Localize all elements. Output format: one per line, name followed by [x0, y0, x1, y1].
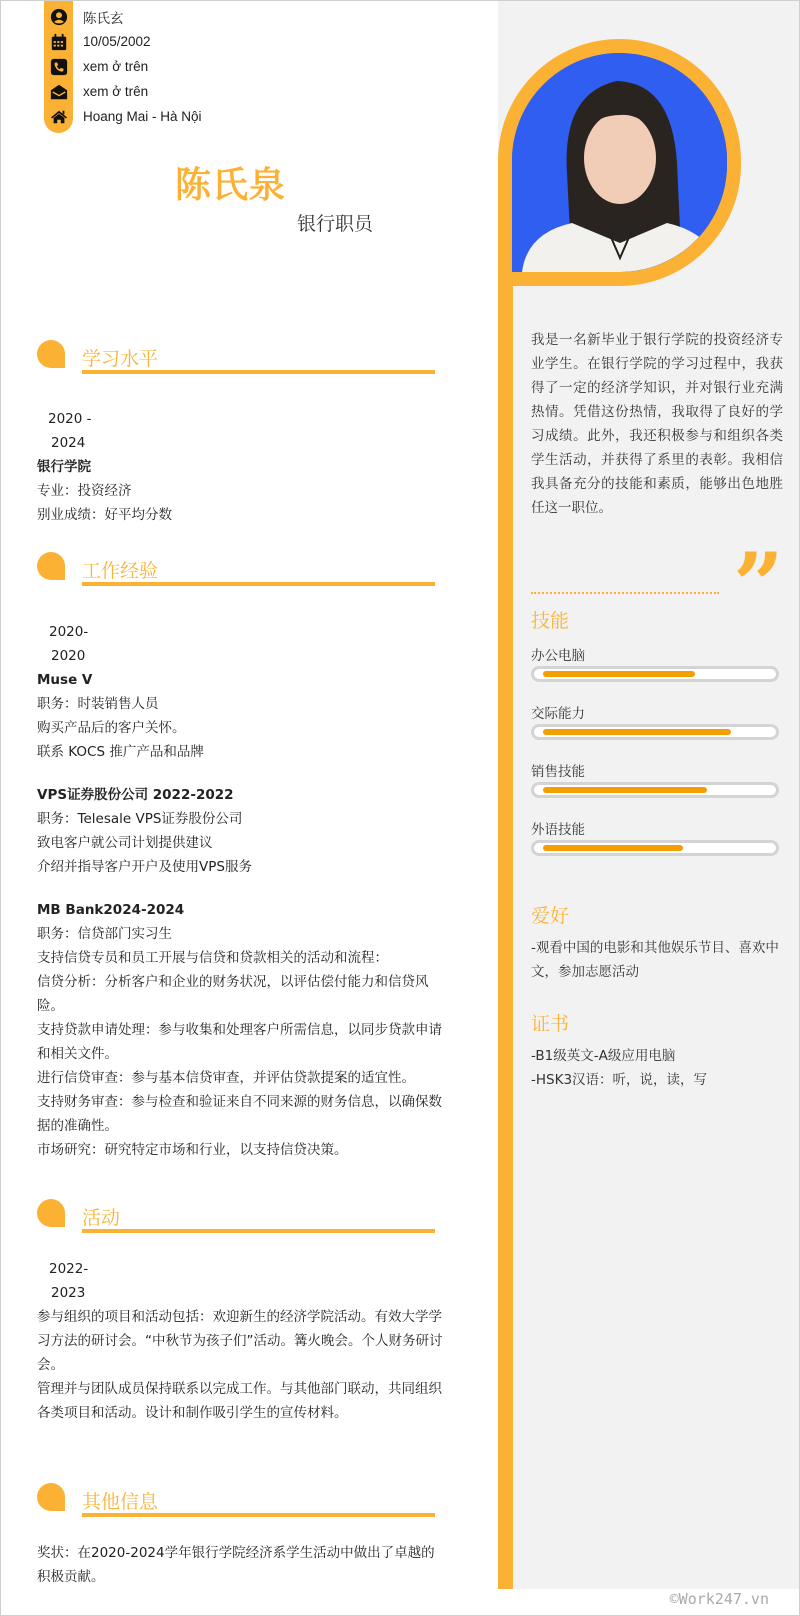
quote-divider [531, 592, 719, 594]
quote-mark-icon: ” [733, 533, 784, 637]
skill-item [531, 644, 779, 682]
section-bullet-icon [37, 552, 65, 580]
job-3-line: 进行信贷审查：参与基本信贷审查，并评估贷款提案的适宜性。 [37, 1070, 415, 1086]
contact-address: Hoang Mai - Hà Nội [83, 109, 202, 124]
skill-bar-fill [543, 671, 695, 677]
skill-bar [531, 840, 779, 856]
other-block [37, 1541, 447, 1589]
job-1-line: 购买产品后的客户关怀。 [37, 720, 186, 736]
accent-vertical-bar [498, 271, 513, 1589]
education-heading [37, 340, 435, 380]
education-grade: 别业成绩：好平均分数 [37, 507, 172, 523]
job-1-company: Muse V [37, 672, 93, 688]
contact-phone-row [49, 54, 202, 79]
activities-line: 参与组织的项目和活动包括：欢迎新生的经济学院活动。有效大学学习方法的研讨会。“中秋节为孩子们”活动。篝火晚会。个人财务研讨会。 [37, 1309, 443, 1373]
section-bullet-icon [37, 1199, 65, 1227]
section-bullet-icon [37, 340, 65, 368]
skill-label: 销售技能 [531, 764, 585, 780]
education-major: 专业：投资经济 [37, 483, 132, 499]
contact-email: xem ở trên [83, 84, 149, 99]
contact-birthday-row [49, 29, 202, 54]
activities-line: 管理并与团队成员保持联系以完成工作。与其他部门联动，共同组织各类项目和活动。设计和制作吸引学生的宣传材料。 [37, 1381, 442, 1421]
job-title: 银行职员 [297, 213, 374, 235]
education-school: 银行学院 [37, 459, 91, 475]
contact-name: 陈氏玄 [83, 10, 124, 26]
other-title: 其他信息 [82, 1491, 159, 1513]
education-date-end: 2024 [51, 435, 86, 451]
job-2-company: VPS证券股份公司 2022-2022 [37, 787, 234, 803]
contact-name-row [49, 4, 202, 29]
job-3-line: 市场研究：研究特定市场和行业，以支持信贷决策。 [37, 1142, 348, 1158]
job-2-line: 致电客户就公司计划提供建议 [37, 835, 213, 851]
skill-item [531, 702, 779, 740]
skill-label: 交际能力 [531, 706, 585, 722]
section-bullet-icon [37, 1483, 65, 1511]
experience-block [37, 620, 447, 1162]
section-underline [82, 1513, 435, 1517]
job-1-line: 职务：时装销售人员 [37, 696, 159, 712]
user-icon [49, 7, 69, 27]
calendar-icon [49, 32, 69, 52]
certificates-title: 证书 [531, 1013, 570, 1035]
activities-block [37, 1257, 447, 1425]
skill-label: 办公电脑 [531, 648, 585, 664]
section-underline [82, 1229, 435, 1233]
skill-item [531, 760, 779, 798]
skill-bar [531, 782, 779, 798]
certificates-list [531, 1044, 783, 1092]
job-3-line: 支持信贷专员和员工开展与信贷和贷款相关的活动和流程： [37, 950, 388, 966]
contact-list [49, 4, 202, 129]
contact-address-row [49, 104, 202, 129]
certificate-item: -HSK3汉语：听，说，读，写 [531, 1072, 708, 1088]
contact-phone: xem ở trên [83, 59, 149, 74]
home-icon [49, 107, 69, 127]
contact-birthday: 10/05/2002 [83, 34, 151, 49]
hobbies-title: 爱好 [531, 905, 570, 927]
activities-heading [37, 1199, 435, 1239]
job-1-date-end: 2020 [51, 648, 86, 664]
activities-title: 活动 [82, 1207, 121, 1229]
skill-bar [531, 666, 779, 682]
job-3-line: 支持贷款申请处理：参与收集和处理客户所需信息，以同步贷款申请和相关文件。 [37, 1022, 442, 1062]
education-date-start: 2020 - [48, 411, 92, 427]
certificate-item: -B1级英文-A级应用电脑 [531, 1048, 676, 1064]
activities-date-start: 2022- [49, 1261, 89, 1277]
skill-label: 外语技能 [531, 822, 585, 838]
section-underline [82, 582, 435, 586]
job-2-line: 职务：Telesale VPS证券股份公司 [37, 811, 243, 827]
job-1-line: 联系 KOCS 推广产品和品牌 [37, 744, 204, 760]
phone-icon [49, 57, 69, 77]
experience-title: 工作经验 [82, 560, 159, 582]
envelope-icon [49, 82, 69, 102]
skill-bar [531, 724, 779, 740]
contact-email-row [49, 79, 202, 104]
activities-date-end: 2023 [51, 1285, 86, 1301]
education-title: 学习水平 [82, 348, 159, 370]
other-heading [37, 1483, 435, 1523]
skill-bar-fill [543, 787, 707, 793]
job-3-line: 支持财务审查：参与检查和验证来自不同来源的财务信息，以确保数据的准确性。 [37, 1094, 442, 1134]
skills-title: 技能 [531, 610, 570, 632]
job-3-line: 职务：信贷部门实习生 [37, 926, 172, 942]
experience-heading [37, 552, 435, 592]
summary-text: 我是一名新毕业于银行学院的投资经济专业学生。在银行学院的学习过程中，我获得了一定的经济学知识，并对银行业充满热情。凭借这份热情，我取得了良好的学习成绩。此外，我还积极参与和组织各类学生活动，并获得了系里的表彰。我相信我具备充分的技能和素质，能够出色地胜任这一职位。 [531, 332, 783, 516]
job-3-company: MB Bank2024-2024 [37, 902, 185, 918]
profile-photo [498, 39, 741, 286]
job-1-date-start: 2020- [49, 624, 89, 640]
hobbies-text: -观看中国的电影和其他娱乐节目、喜欢中文，参加志愿活动 [531, 940, 779, 980]
education-block [37, 407, 447, 527]
watermark: ©Work247.vn [669, 1590, 769, 1608]
skill-item [531, 818, 779, 856]
candidate-name: 陈氏泉 [175, 165, 287, 206]
job-3-line: 信贷分析：分析客户和企业的财务状况，以评估偿付能力和信贷风险。 [37, 974, 429, 1014]
job-2-line: 介绍并指导客户开户及使用VPS服务 [37, 859, 252, 875]
skill-bar-fill [543, 729, 731, 735]
other-text: 奖状：在2020-2024学年银行学院经济系学生活动中做出了卓越的积极贡献。 [37, 1545, 435, 1585]
section-underline [82, 370, 435, 374]
skill-bar-fill [543, 845, 683, 851]
